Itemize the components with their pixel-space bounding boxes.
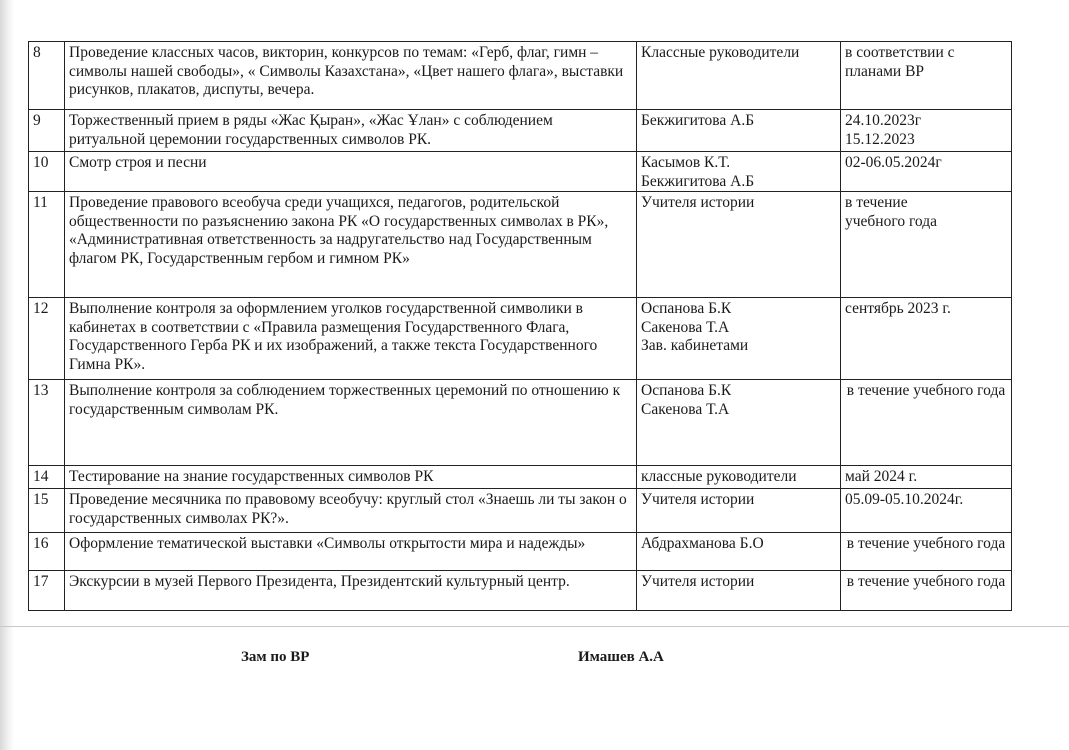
event-cell: Тестирование на знание государственных символов РК <box>65 466 637 489</box>
row-number: 16 <box>29 533 65 571</box>
deadline-cell: в течение учебного года <box>841 380 1012 466</box>
responsible-cell: Оспанова Б.К Сакенова Т.А <box>637 380 841 466</box>
event-cell: Смотр строя и песни <box>65 152 637 192</box>
row-number: 13 <box>29 380 65 466</box>
event-cell: Выполнение контроля за оформлением уголков государственной символики в кабинетах в соответствии с «Правила размещения Государственного Флага, Государственного Герба РК и их изображений, а также текста Государственного Гимна РК». <box>65 298 637 380</box>
responsible-cell: Касымов К.Т. Бекжигитова А.Б <box>637 152 841 192</box>
deadline-cell: в течение учебного года <box>841 192 1012 298</box>
event-cell: Выполнение контроля за соблюдением торжественных церемоний по отношению к государственным символам РК. <box>65 380 637 466</box>
deadline-cell: 05.09-05.10.2024г. <box>841 489 1012 533</box>
event-cell: Проведение классных часов, викторин, конкурсов по темам: «Герб, флаг, гимн – символы нашей свободы», « Символы Казахстана», «Цвет нашего флага», выставки рисунков, плакатов, диспуты, вечера. <box>65 42 637 110</box>
table-row <box>29 192 1012 298</box>
deadline-cell: сентябрь 2023 г. <box>841 298 1012 380</box>
page-edge-line <box>0 626 1069 627</box>
table-row <box>29 110 1012 152</box>
responsible-cell: Учителя истории <box>637 571 841 611</box>
responsible-cell: Учителя истории <box>637 192 841 298</box>
table-row <box>29 533 1012 571</box>
signature-name: Имашев А.А <box>578 649 664 665</box>
events-table <box>28 41 1012 611</box>
row-number: 15 <box>29 489 65 533</box>
row-number: 11 <box>29 192 65 298</box>
table-row <box>29 466 1012 489</box>
table-row <box>29 152 1012 192</box>
table-row <box>29 380 1012 466</box>
event-cell: Экскурсии в музей Первого Президента, Президентский культурный центр. <box>65 571 637 611</box>
event-cell: Проведение месячника по правовому всеобучу: круглый стол «Знаешь ли ты закон о государственных символах РК?». <box>65 489 637 533</box>
table-row <box>29 571 1012 611</box>
event-cell: Торжественный прием в ряды «Жас Қыран», «Жас Ұлан» с соблюдением ритуальной церемонии государственных символов РК. <box>65 110 637 152</box>
deadline-cell: в течение учебного года <box>841 533 1012 571</box>
table-row <box>29 489 1012 533</box>
deadline-cell: в течение учебного года <box>841 571 1012 611</box>
deadline-cell: в соответствии с планами ВР <box>841 42 1012 110</box>
responsible-cell: Оспанова Б.К Сакенова Т.А Зав. кабинетами <box>637 298 841 380</box>
row-number: 14 <box>29 466 65 489</box>
table-row <box>29 42 1012 110</box>
row-number: 10 <box>29 152 65 192</box>
responsible-cell: Бекжигитова А.Б <box>637 110 841 152</box>
row-number: 12 <box>29 298 65 380</box>
row-number: 8 <box>29 42 65 110</box>
deadline-cell: 24.10.2023г 15.12.2023 <box>841 110 1012 152</box>
event-cell: Проведение правового всеобуча среди учащихся, педагогов, родительской общественности по разъяснению закона РК «О государственных символах в РК», «Административная ответственность за надругательство над Государственным флагом РК, Государственным гербом и гимном РК» <box>65 192 637 298</box>
scan-edge-shadow <box>0 0 14 750</box>
table-row <box>29 298 1012 380</box>
deadline-cell: май 2024 г. <box>841 466 1012 489</box>
row-number: 9 <box>29 110 65 152</box>
signature-position: Зам по ВР <box>241 649 310 665</box>
event-cell: Оформление тематической выставки «Символы открытости мира и надежды» <box>65 533 637 571</box>
responsible-cell: Учителя истории <box>637 489 841 533</box>
responsible-cell: Абдрахманова Б.О <box>637 533 841 571</box>
deadline-cell: 02-06.05.2024г <box>841 152 1012 192</box>
responsible-cell: классные руководители <box>637 466 841 489</box>
responsible-cell: Классные руководители <box>637 42 841 110</box>
row-number: 17 <box>29 571 65 611</box>
